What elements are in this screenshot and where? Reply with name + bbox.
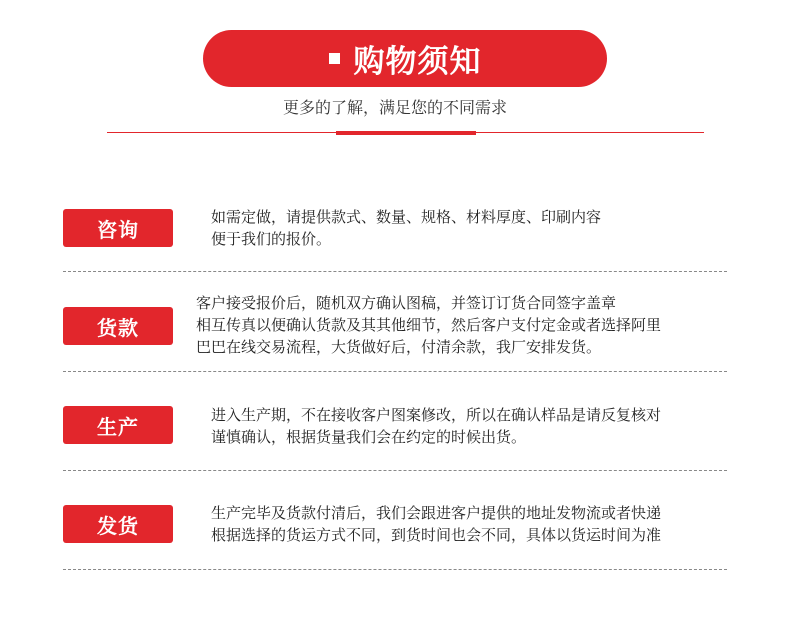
section-line: 如需定做，请提供款式、数量、规格、材料厚度、印刷内容 xyxy=(211,208,602,226)
section-line: 谨慎确认，根据货量我们会在约定的时候出货。 xyxy=(211,428,527,446)
section-line: 便于我们的报价。 xyxy=(211,230,332,248)
page-subtitle: 更多的了解，满足您的不同需求 xyxy=(282,98,507,117)
section-divider xyxy=(63,371,727,372)
section-text-shipping xyxy=(211,502,661,546)
section-divider xyxy=(63,470,727,471)
title-banner xyxy=(203,30,607,87)
section-divider xyxy=(63,569,727,570)
section-line: 根据选择的货运方式不同，到货时间也会不同，具体以货运时间为准 xyxy=(211,526,662,544)
section-line: 巴巴在线交易流程，大货做好后，付清余款，我厂安排发货。 xyxy=(196,338,602,356)
page-title: 购物须知 xyxy=(353,44,482,80)
section-line: 生产完毕及货款付清后，我们会跟进客户提供的地址发物流或者快递 xyxy=(211,504,662,522)
section-line: 进入生产期，不在接收客户图案修改，所以在确认样品是请反复核对 xyxy=(211,406,662,424)
section-line: 客户接受报价后，随机双方确认图稿，并签订订货合同签字盖章 xyxy=(196,294,617,312)
section-label-consult: 咨询 xyxy=(63,209,173,247)
section-text-production xyxy=(211,404,661,448)
section-text-consult xyxy=(211,206,601,250)
section-divider xyxy=(63,271,727,272)
section-label-payment: 货款 xyxy=(63,307,173,345)
section-label-shipping: 发货 xyxy=(63,505,173,543)
section-text-payment xyxy=(196,292,661,358)
section-label-production: 生产 xyxy=(63,406,173,444)
square-bullet-icon xyxy=(329,53,340,64)
header-divider-accent xyxy=(336,131,476,135)
section-line: 相互传真以便确认货款及其其他细节，然后客户支付定金或者选择阿里 xyxy=(196,316,662,334)
